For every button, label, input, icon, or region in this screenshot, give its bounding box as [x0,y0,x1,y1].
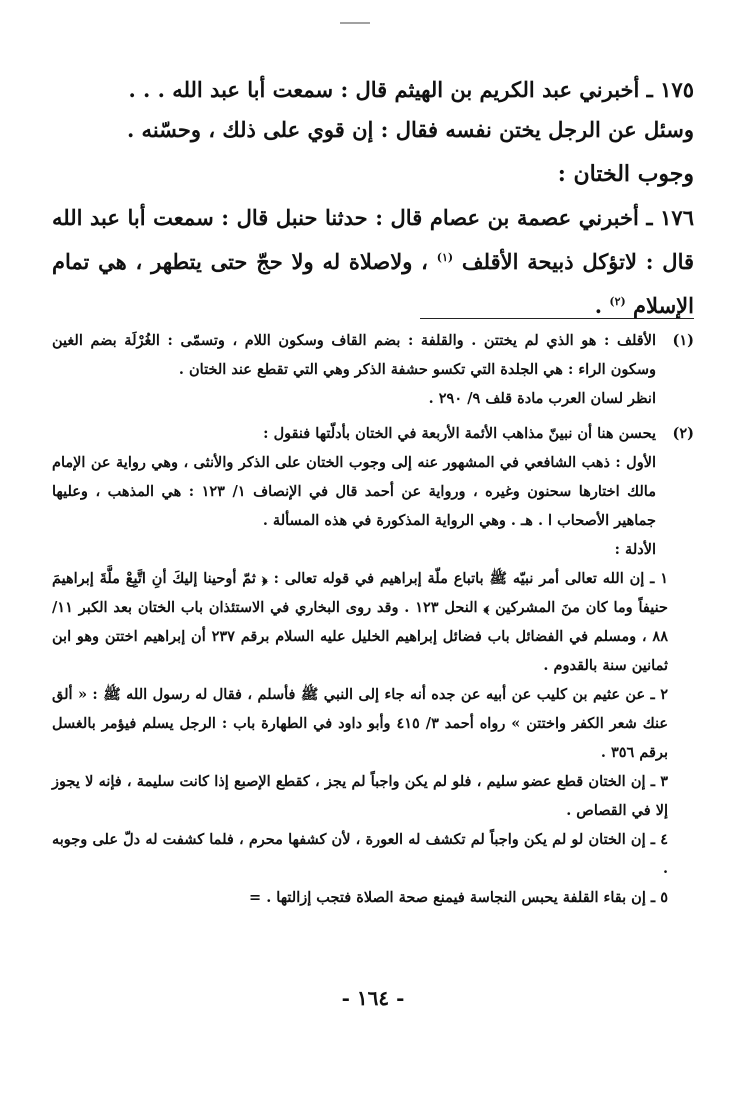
paragraph-text: . [594,293,603,318]
paragraph-175 [52,70,694,150]
paragraph-text: ١٧٦ ـ أخبرني عصمة بن عصام قال : حدثنا حنبل قال : سمعت أبا عبد الله قال : لاتؤكل ذبيحة الأقلف [52,205,695,274]
footnote-ref-2[interactable]: (٢) [609,295,626,308]
footnote-number: (٢) [672,425,694,442]
footnote-1 [52,326,694,384]
footnote-text: الأقلف : هو الذي لم يختتن . والقلفة : بضم القاف وسكون اللام ، وتسمّى : الغُرْلَة بضم الغين وسكون الراء : هي الجلدة التي تكسو حشفة الذكر وهي التي تقطع عند الختان . [52,332,656,378]
footnote-number: (١) [672,332,694,349]
footnote-reference: انظر لسان العرب مادة قلف ٩/ ٢٩٠ . [428,390,656,407]
paragraph-text: ، ولاصلاة له ولا حجّ حتى يتطهر ، هي تمام الإسلام [52,249,694,318]
evidence-heading: الأدلة : [614,541,656,558]
evidence-item: ٤ ـ إن الختان لو لم يكن واجباً لم تكشف له العورة ، لأن كشفها محرم ، فلما كشفت له دلّ على وجوبه . [52,831,668,877]
paragraph-line: ١٧٥ ـ أخبرني عبد الكريم بن الهيثم قال : سمعت أبا عبد الله . . . [128,77,694,102]
footnote-divider [420,318,694,319]
footnote-2 [52,419,694,448]
paragraph-line: وسئل عن الرجل يختن نفسه فقال : إن قوي على ذلك ، وحسّنه . [126,117,694,142]
evidence-item: ٣ ـ إن الختان قطع عضو سليم ، فلو لم يكن واجباً لم يجز ، كقطع الإصبع إذا كانت سليمة ، فإنه لا يجوز إلا في القصاص . [52,773,668,819]
evidence-item: ٥ ـ إن بقاء القلفة يحبس النجاسة فيمنع صحة الصلاة فتجب إزالتها . = [249,889,668,906]
footnote-ref-1[interactable]: (١) [436,251,454,264]
scan-mark [340,22,370,24]
section-heading: وجوب الختان : [557,161,694,187]
paragraph-176 [52,198,694,326]
opinion-first: الأول : ذهب الشافعي في المشهور عنه إلى وجوب الختان على الذكر والأنثى ، وهي رواية عن الإمام مالك اختارها سحنون وغيره ، ورواية عن أحمد قال في الإنصاف ١/ ١٢٣ : هي المذهب ، وعليها جماهير الأصحاب ا . هـ . وهي الرواية المذكورة في هذه المسألة . [52,454,656,529]
footnotes [52,326,694,912]
footnote-text: يحسن هنا أن نبينّ مذاهب الأئمة الأربعة في الختان بأدلّتها فنقول : [263,425,656,442]
evidence-item: ٢ ـ عن عثيم بن كليب عن أبيه عن جده أنه جاء إلى النبي ﷺ فأسلم ، فقال له رسول الله ﷺ : « ألق عنك شعر الكفر واختتن » رواه أحمد ٣/ ٤١٥ وأبو داود في الطهارة باب : الرجل يسلم فيؤمر بالغسل برقم ٣٥٦ . [52,686,668,761]
evidence-item: ١ ـ إن الله تعالى أمر نبيّه ﷺ باتباع ملّة إبراهيم في قوله تعالى : ﴿ ثمّ أوحينا إليكَ أنِ اتَّبِعْ ملَّةَ إبراهيمَ حنيفاً وما كان منَ المشركين ﴾ النحل ١٢٣ . وقد روى البخاري في الاستئذان باب الختان بعد الكبر ١١/ ٨٨ ، ومسلم في الفضائل باب فضائل إبراهيم الخليل عليه السلام برقم ٢٣٧ أن إبراهيم اختتن وهو ابن ثمانين سنة بالقدوم . [52,570,668,674]
page-number: - ١٦٤ - [341,986,405,1010]
